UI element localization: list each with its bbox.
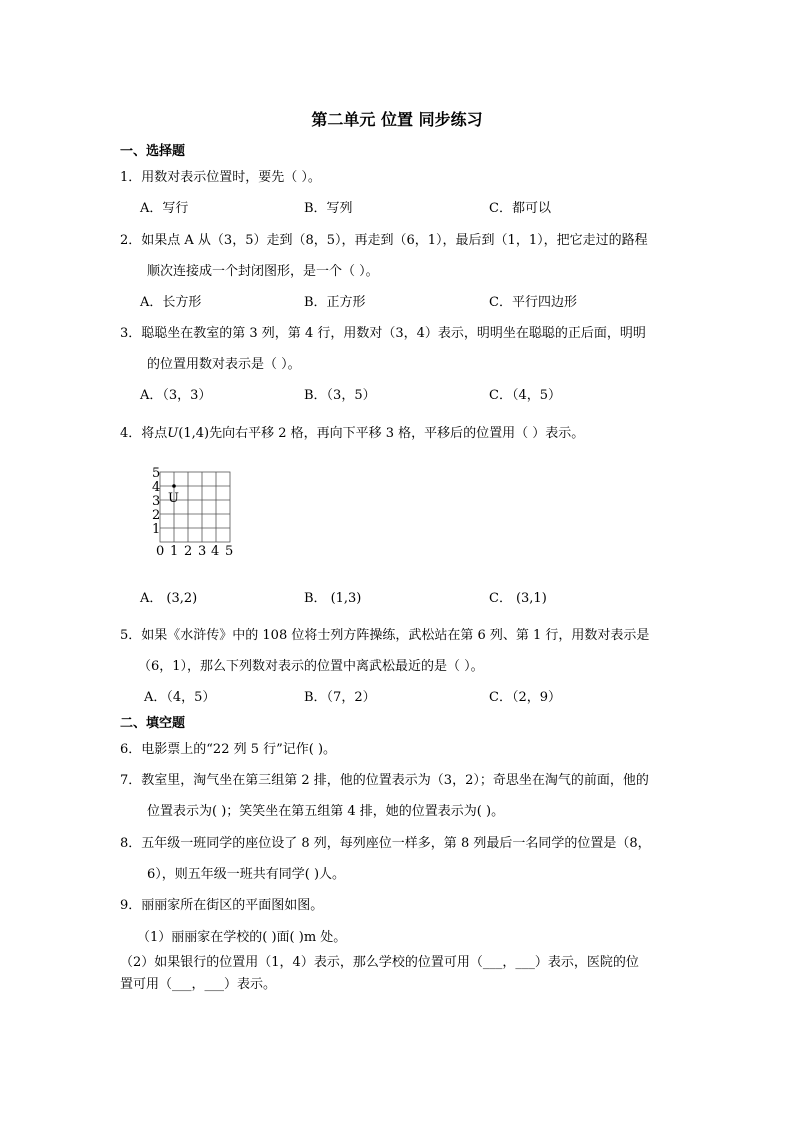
q5-option-c: C．（2，9） [489,690,561,705]
question-9: 9．丽丽家所在街区的平面图如图。 [120,898,324,913]
question-9-part-2-line-2: 置可用（___，___）表示。 [120,977,277,992]
point-u-label: U [168,491,179,506]
question-2-line-1: 2．如果点 A 从（3，5）走到（8，5），再走到（6，1），最后到（1，1），把它走过的路程 [120,233,648,248]
question-8-line-1: 8．五年级一班同学的座位设了 8 列，每列座位一样多，第 8 列最后一名同学的位置是（8， [120,836,651,851]
q4-option-a: A． (3,2) [140,591,198,606]
question-7-line-1: 7．教室里，淘气坐在第三组第 2 排，他的位置表示为（3，2）；奇思坐在淘气的前面，他的 [120,773,649,788]
grid-y-label-2: 2 [152,508,161,523]
question-5-line-2: （6，1），那么下列数对表示的位置中离武松最近的是（ ）。 [138,659,484,674]
q2-option-c: C．平行四边形 [489,295,577,310]
grid-y-label-1: 1 [152,522,161,537]
q4-coordinate: (1,4) [178,426,210,441]
q3-option-b: B．（3，5） [304,388,376,403]
q1-option-b: B．写列 [304,201,353,216]
q2-option-a: A．长方形 [140,295,202,310]
question-4 [120,422,584,441]
question-5-line-1: 5．如果《水浒传》中的 108 位将士列方阵操练，武松站在第 6 列、第 1 行，用数对表示是 [120,628,650,643]
grid-y-label-4: 4 [152,480,161,495]
q4-option-b: B． (1,3) [304,591,362,606]
section-heading-fill-in: 二、填空题 [120,716,186,731]
grid-x-label-5: 5 [225,544,234,558]
q4-suffix: 先向右平移 2 格，再向下平移 3 格，平移后的位置用（ ）表示。 [209,426,585,441]
q5-option-a: A．（4，5） [144,690,216,705]
question-8-line-2: 6），则五年级一班共有同学( )人。 [147,867,346,882]
question-9-part-1: （1）丽丽家在学校的( )面( )m 处。 [137,930,347,945]
grid-x-label-4: 4 [211,544,220,558]
grid-y-label-5: 5 [152,466,161,481]
question-9-part-2-line-1: （2）如果银行的位置用（1，4）表示，那么学校的位置可用（___，___）表示，医院的位 [120,955,639,970]
question-1: 1．用数对表示位置时，要先（ ）。 [120,170,321,185]
grid-x-label-2: 2 [184,544,193,558]
question-3-line-1: 3．聪聪坐在教室的第 3 列，第 4 行，用数对（3，4）表示，明明坐在聪聪的正后面，明明 [120,326,646,341]
q4-prefix: 4．将点 [120,426,168,441]
page-title: 第二单元 位置 同步练习 [311,110,483,129]
q5-option-b: B．（7，2） [304,690,376,705]
grid-y-label-3: 3 [152,494,161,509]
section-heading-choice: 一、选择题 [120,144,186,159]
question-6: 6．电影票上的“22 列 5 行”记作( )。 [120,742,337,757]
grid-x-label-1: 1 [170,544,179,558]
q4-point-name: U [167,426,179,441]
coordinate-grid-figure [148,466,238,558]
question-2-line-2: 顺次连接成一个封闭图形，是一个（ ）。 [147,264,379,279]
q3-option-a: A．（3，3） [140,388,212,403]
q1-option-c: C．都可以 [489,201,551,216]
point-u-marker [172,484,176,488]
question-3-line-2: 的位置用数对表示是（ ）。 [147,357,301,372]
q2-option-b: B．正方形 [304,295,366,310]
grid-x-label-0: 0 [156,544,165,558]
question-7-line-2: 位置表示为( )；笑笑坐在第五组第 4 排，她的位置表示为( )。 [147,804,505,819]
grid-x-label-3: 3 [198,544,207,558]
q3-option-c: C．（4，5） [489,388,561,403]
q1-option-a: A．写行 [140,201,189,216]
q4-option-c: C． (3,1) [489,591,547,606]
